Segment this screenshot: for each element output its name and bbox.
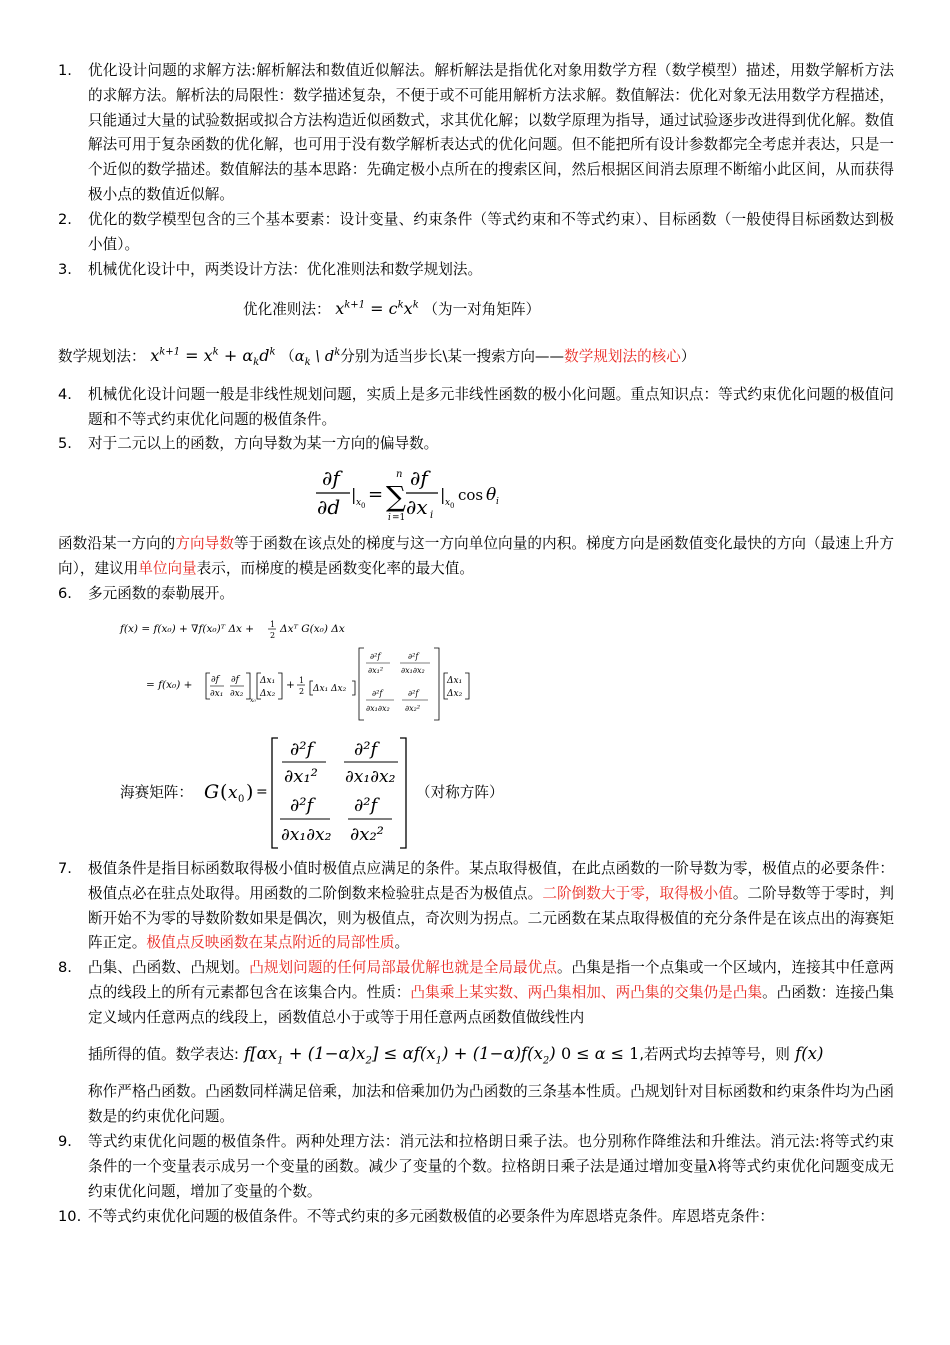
para-text: 函数沿某一方向的 xyxy=(58,535,176,552)
para-text: 等于函数在该点处的梯度与这一方向单位向量的内积。梯度方向是函数值变化最快的方向（最速上升方向），建议用 xyxy=(58,535,894,577)
item-text: 不等式约束优化问题的极值条件。不等式约束的多元函数极值的必要条件为库恩塔克条件。库恩塔克条件： xyxy=(88,1208,774,1225)
list-item-5 xyxy=(58,432,894,457)
directional-derivative-formula xyxy=(310,462,510,524)
svg-text:0: 0 xyxy=(238,794,245,805)
svg-text:∂x₁²: ∂x₁² xyxy=(368,666,384,675)
svg-text:∂f: ∂f xyxy=(322,466,340,490)
criteria-formula xyxy=(243,298,540,319)
svg-text:x: x xyxy=(356,498,362,508)
svg-text:x: x xyxy=(228,783,238,803)
svg-text:f(x) = f(x₀) + ∇f(x₀)ᵀ Δx +: f(x) = f(x₀) + ∇f(x₀)ᵀ Δx + xyxy=(120,623,255,635)
item-number: 10. xyxy=(58,1208,82,1225)
svg-text:n: n xyxy=(396,469,403,480)
svg-text:∂d: ∂d xyxy=(317,495,341,519)
item-number: 4. xyxy=(58,386,72,403)
convex-function-expression-line xyxy=(88,1040,894,1075)
svg-text:i: i xyxy=(496,497,499,507)
math-prog-symbols: $\alpha_k$ \ $d^k$ xyxy=(294,347,341,368)
svg-text:2: 2 xyxy=(270,631,276,640)
list-item-7 xyxy=(58,857,894,956)
svg-text:∂²f: ∂²f xyxy=(290,795,314,816)
item-text xyxy=(88,857,894,956)
math-prog-core-highlight: 数学规划法的核心 xyxy=(564,348,681,365)
svg-text:∂f: ∂f xyxy=(211,675,219,685)
svg-text:θ: θ xyxy=(486,485,497,505)
directional-derivative-highlight: 方向导数 xyxy=(175,535,235,552)
svg-text:∂x₂: ∂x₂ xyxy=(230,689,244,699)
svg-text:Δx₂: Δx₂ xyxy=(447,689,463,699)
convex-inequality: $f[\alpha x_1 + (1-\alpha)x_2] \le \alpha f(x_1) + (1-\alpha)f(x_2)$ xyxy=(238,1044,561,1067)
svg-text:∑: ∑ xyxy=(386,480,406,513)
unit-vector-highlight: 单位向量 xyxy=(138,559,197,577)
svg-text:2: 2 xyxy=(299,687,305,696)
item-number: 3. xyxy=(58,261,72,278)
item-text-part: 。二阶导数等于零时，判断开始不为零的导数阶数如果是偶次，则为极值点，奇次则为拐点。二元函数在某点取得极值的充分条件是在该点出的海赛矩阵正定。 xyxy=(88,884,894,952)
math-prog-paren-close: ） xyxy=(680,348,696,365)
svg-text:i: i xyxy=(430,510,434,521)
second-derivative-highlight: 二阶倒数大于零，取得极小值 xyxy=(542,884,733,902)
svg-text:∂²f: ∂²f xyxy=(290,739,314,760)
svg-text:∂x: ∂x xyxy=(406,495,428,519)
para-text: 表示，而梯度的模是函数变化率的最大值。 xyxy=(196,559,474,577)
hessian-note: （对称方阵） xyxy=(416,784,504,801)
list-item-10 xyxy=(58,1205,894,1230)
item-text-part: 极值条件是指目标函数取得极小值时极值点应满足的条件。某点取得极值，在此点函数的一阶导数为零，极值点的必要条件：极值点必在驻点处取得。用函数的二阶倒数来检验驻点是否为极值点。 xyxy=(88,860,894,902)
svg-text:i: i xyxy=(388,513,391,523)
svg-text:∂x₁∂x₂: ∂x₁∂x₂ xyxy=(281,825,332,845)
item-text: 多元函数的泰勒展开。 xyxy=(88,585,234,602)
svg-text:∂f: ∂f xyxy=(231,675,239,685)
item-number: 9. xyxy=(58,1133,72,1150)
alpha-range: 0 ≤ α ≤ 1 xyxy=(560,1044,640,1063)
svg-text:=: = xyxy=(256,784,268,800)
svg-text:∂²f: ∂²f xyxy=(354,795,378,816)
svg-text:0: 0 xyxy=(361,502,366,510)
svg-text:∂x₁: ∂x₁ xyxy=(210,689,224,699)
hessian-matrix xyxy=(202,734,414,852)
svg-text:|: | xyxy=(351,485,357,504)
list-item-4 xyxy=(58,383,894,433)
svg-text:0: 0 xyxy=(450,502,455,510)
directional-derivative-paragraph xyxy=(58,532,894,582)
svg-text:∂x₁∂x₂: ∂x₁∂x₂ xyxy=(366,704,390,713)
criteria-label: 优化准则法： xyxy=(243,301,331,318)
svg-text:Δx₂: Δx₂ xyxy=(260,689,276,699)
taylor-expansion-formula xyxy=(118,616,478,722)
svg-text:∂x₁∂x₂: ∂x₁∂x₂ xyxy=(345,767,396,787)
svg-text:∂²f: ∂²f xyxy=(370,652,381,661)
convex-set-property-highlight: 凸集乘上某实数、两凸集相加、两凸集的交集仍是凸集 xyxy=(410,983,763,1001)
item-text: 机械优化设计中，两类设计方法：优化准则法和数学规划法。 xyxy=(88,261,483,278)
svg-text:∂x₂²: ∂x₂² xyxy=(405,704,421,713)
item-number: 6. xyxy=(58,585,72,602)
math-prog-note: 分别为适当步长\某一搜索方向—— xyxy=(340,348,565,365)
item-text: 优化设计问题的求解方法:解析解法和数值近似解法。解析解法是指优化对象用数学方程（数学模型）描述，用数学解析方法的求解方法。解析法的局限性：数学描述复杂，不便于或不可能用解析方法求解。数值解法：优化对象无法用数学方程描述，只能通过大量的试验数据或拟合方法构造近似函数式，求其优化解；以数学原理为指导，通过试验逐步改进得到优化解。数值解法可用于复杂函数的优化解，也可用于没有数学解析表达式的优化问题。但不能把所有设计参数都完全考虑并表达，只是一个近似的数学描述。数值解法的基本思路：先确定极小点所在的搜索区间，然后根据区间消去原理不断缩小此区间，从而获得极小点的数值近似解。 xyxy=(88,62,894,203)
svg-text:|: | xyxy=(440,485,446,504)
list-item-9 xyxy=(58,1130,894,1204)
item-text: 优化的数学模型包含的三个基本要素：设计变量、约束条件（等式约束和不等式约束）、目标函数（一般使得目标函数达到极小值）。 xyxy=(88,211,894,253)
item-text-part: ,若两式均去掉等号，则 xyxy=(639,1046,790,1063)
hessian-label: 海赛矩阵： xyxy=(120,784,193,801)
svg-text:∂x₁²: ∂x₁² xyxy=(284,766,318,787)
svg-text:Δxᵀ G(x₀) Δx: Δxᵀ G(x₀) Δx xyxy=(280,623,345,635)
item-text-part: 。 xyxy=(394,934,410,952)
svg-text:cos: cos xyxy=(458,486,484,504)
fx-symbol: f(x) xyxy=(789,1044,824,1063)
svg-text:Δx₁: Δx₁ xyxy=(260,676,276,686)
svg-text:): ) xyxy=(246,781,254,803)
svg-text:Δx₁ Δx₂: Δx₁ Δx₂ xyxy=(313,684,347,694)
item-text-part: 。凸函数：连接凸集定义域内任意两点的线段上，函数值总小于或等于用任意两点函数值做线性内 xyxy=(88,983,894,1026)
item-text-part: 插所得的值。数学表达: xyxy=(88,1046,239,1063)
item-number: 2. xyxy=(58,211,72,228)
item-text: 对于二元以上的函数，方向导数为某一方向的偏导数。 xyxy=(88,435,439,452)
list-item-1 xyxy=(58,59,894,208)
svg-text:∂²f: ∂²f xyxy=(408,689,419,698)
item-number: 5. xyxy=(58,435,72,452)
list-item-8 xyxy=(58,956,894,1030)
svg-text:=1: =1 xyxy=(392,513,406,523)
math-prog-paren: （ xyxy=(280,348,295,365)
item-text-part: 凸集、凸函数、凸规划。 xyxy=(88,959,250,976)
list-item-3 xyxy=(58,258,894,283)
convex-function-tail: 称作严格凸函数。凸函数同样满足倍乘，加法和倍乘加仍为凸函数的三条基本性质。凸规划针对目标函数和约束条件均为凸函数是的约束优化问题。 xyxy=(88,1083,894,1125)
item-text: 机械优化设计问题一般是非线性规划问题，实质上是多元非线性函数的极小化问题。重点知识点：等式约束优化问题的极值问题和不等式约束优化问题的极值条件。 xyxy=(88,386,894,428)
svg-text:=: = xyxy=(368,484,384,505)
convex-programming-highlight: 凸规划问题的任何局部最优解也就是全局最优点 xyxy=(249,959,557,976)
svg-text:∂x₂²: ∂x₂² xyxy=(350,824,384,845)
svg-text:(: ( xyxy=(220,781,228,803)
svg-text:∂f: ∂f xyxy=(410,466,428,490)
svg-text:∂²f: ∂²f xyxy=(354,739,378,760)
svg-text:x₀: x₀ xyxy=(250,697,256,704)
math-prog-label: 数学规划法： xyxy=(58,348,146,365)
criteria-note: （为一对角矩阵） xyxy=(423,301,541,318)
item-text xyxy=(88,956,894,1030)
svg-text:+: + xyxy=(286,679,295,691)
svg-text:Δx₁: Δx₁ xyxy=(447,676,463,686)
svg-text:G: G xyxy=(204,781,220,803)
item-number: 1. xyxy=(58,62,72,79)
list-item-6 xyxy=(58,582,894,607)
svg-text:∂x₁∂x₂: ∂x₁∂x₂ xyxy=(401,666,425,675)
math-programming-formula xyxy=(58,345,695,368)
svg-text:= f(x₀) +: = f(x₀) + xyxy=(146,679,193,691)
list-item-2 xyxy=(58,208,894,258)
svg-text:∂²f: ∂²f xyxy=(408,652,419,661)
local-property-highlight: 极值点反映函数在某点附近的局部性质 xyxy=(146,934,395,952)
item-number: 7. xyxy=(58,860,72,877)
svg-text:x: x xyxy=(445,498,451,508)
svg-text:1: 1 xyxy=(299,676,305,685)
svg-text:1: 1 xyxy=(270,620,276,629)
item-text: 等式约束优化问题的极值条件。两种处理方法：消元法和拉格朗日乘子法。也分别称作降维法和升维法。消元法:将等式约束条件的一个变量表示成另一个变量的函数。减少了变量的个数。拉格朗日乘子法是通过增加变量λ将等式约束优化问题变成无约束优化问题，增加了变量的个数。 xyxy=(88,1133,894,1200)
svg-text:∂²f: ∂²f xyxy=(372,689,383,698)
item-number: 8. xyxy=(58,959,72,976)
criteria-equation: $x^{k+1} = c^kx^k$ xyxy=(335,299,419,318)
item-text-part: 。凸集是指一个点集或一个区域内，连接其中任意两点的线段上的所有元素都包含在该集合内。性质： xyxy=(88,959,894,1001)
math-prog-equation: $x^{k+1} = x^k + \alpha_kd^k$ xyxy=(150,346,276,369)
